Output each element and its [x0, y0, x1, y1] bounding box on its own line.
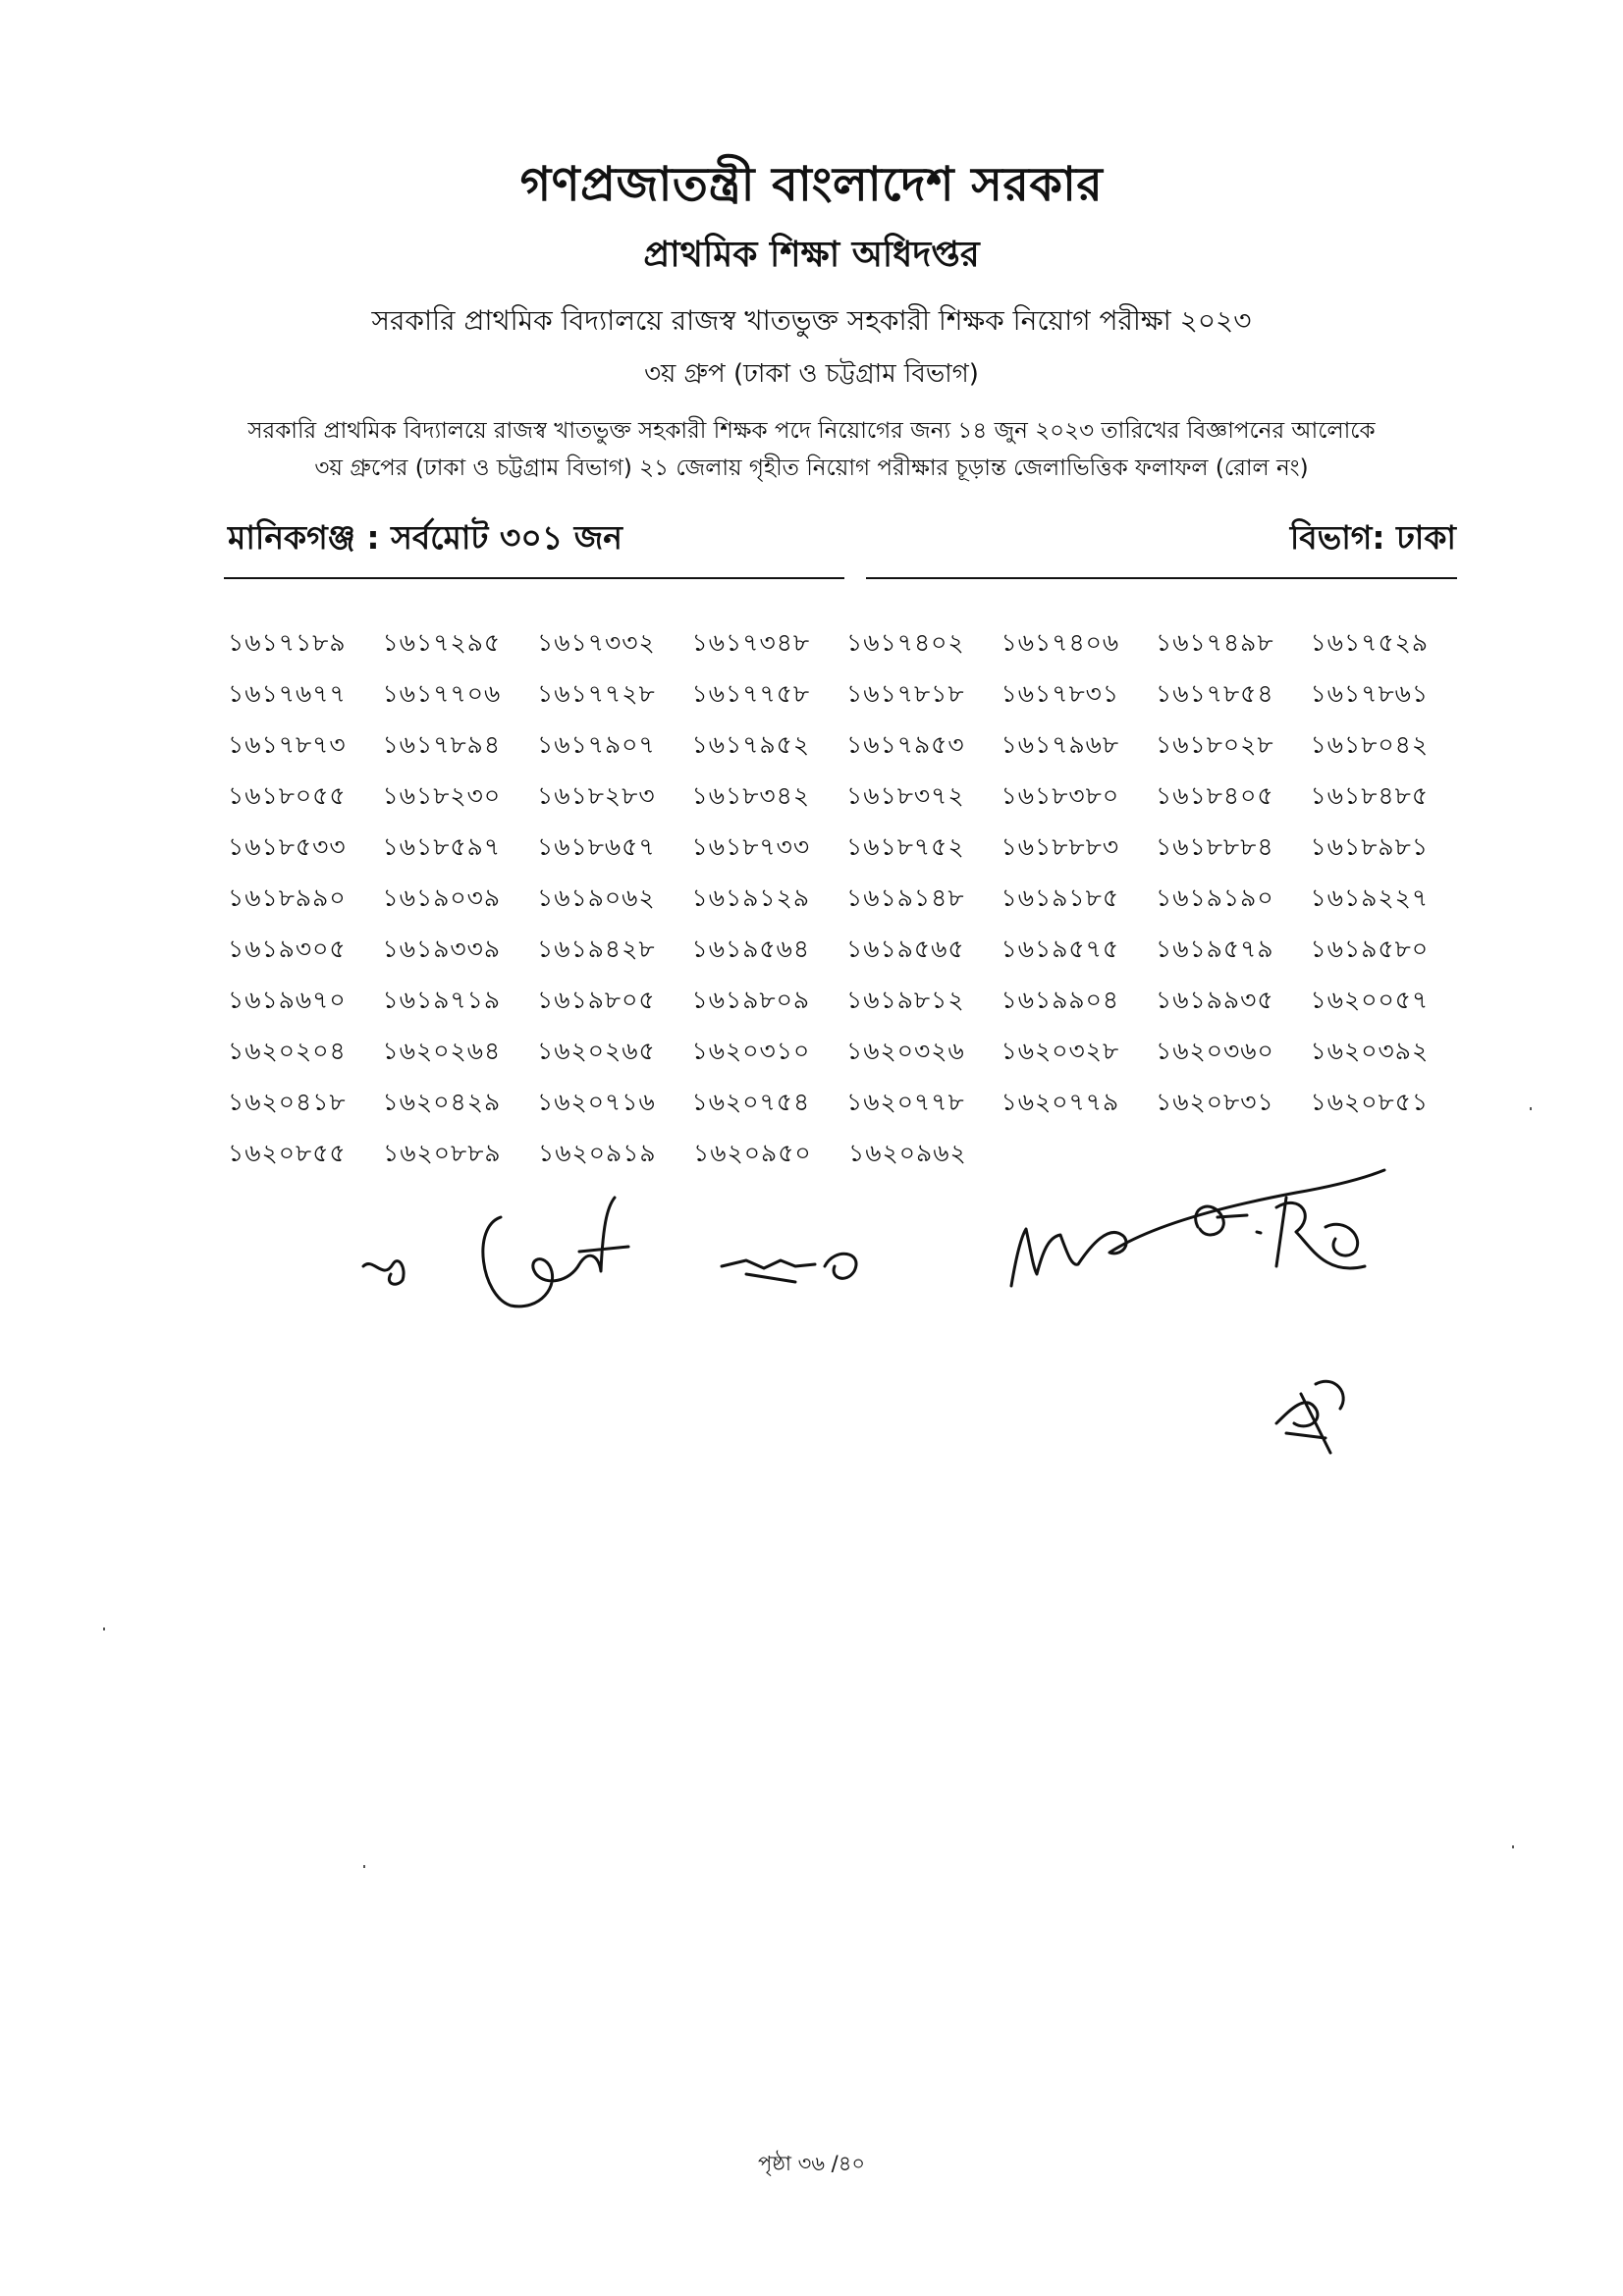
roll-number: ১৬১৭৭২৮ [537, 678, 656, 708]
scan-speck [1512, 1845, 1514, 1848]
roll-number: ১৬১৭৮১৮ [846, 678, 965, 708]
directorate-title: প্রাথমিক শিক্ষা অধিদপ্তর [643, 235, 980, 275]
roll-number: ১৬১৯৫৬৪ [691, 934, 811, 963]
roll-number: ১৬১৭৮৬১ [1310, 678, 1430, 708]
roll-number: ১৬১৭৩৪৮ [691, 627, 811, 657]
roll-number: ১৬১৮০৫৫ [228, 780, 347, 810]
roll-number: ১৬১৯৫৮০ [1310, 934, 1430, 963]
signature-mark [1196, 1206, 1261, 1235]
roll-number: ১৬২০৭৭৯ [1001, 1087, 1120, 1116]
roll-number: ১৬১৯১৯০ [1156, 882, 1274, 912]
group-title: ৩য় গ্রুপ (ঢাকা ও চট্টগ্রাম বিভাগ) [644, 359, 979, 389]
roll-row [228, 1027, 1465, 1078]
roll-number: ১৬১৭৭০৬ [382, 678, 502, 708]
roll-number: ১৬১৮৭৫২ [846, 831, 965, 861]
signatures-block [334, 1158, 1502, 1482]
roll-number: ১৬১৯০৩৯ [382, 882, 502, 912]
roll-number: ১৬২০৮৫৫ [228, 1138, 347, 1167]
signature-mark [722, 1254, 856, 1282]
roll-number: ১৬১৯১৪৮ [846, 882, 965, 912]
district-heading: মানিকগঞ্জ : সর্বমোট ৩০১ জন [228, 518, 622, 557]
scan-speck [363, 1865, 365, 1868]
roll-number: ১৬১৯৭১৯ [382, 985, 502, 1014]
roll-number: ১৬১৮৮৮৩ [1001, 831, 1120, 861]
roll-number: ১৬১৮২৩০ [382, 780, 502, 810]
page-number: পৃষ্ঠা ৩৬ /৪০ [757, 2152, 866, 2175]
roll-number: ১৬১৮৫৩৩ [228, 831, 347, 861]
roll-number-grid [228, 618, 1465, 1180]
roll-number: ১৬২০৭১৬ [537, 1087, 656, 1116]
roll-number: ১৬১৯৩৩৯ [382, 934, 502, 963]
roll-number: ১৬১৭৭৫৮ [691, 678, 811, 708]
roll-number: ১৬২০৯৬২ [848, 1138, 967, 1167]
roll-number: ১৬২০৮৮৯ [383, 1138, 502, 1167]
roll-number: ১৬২০০৫৭ [1310, 985, 1430, 1014]
roll-row [228, 772, 1465, 823]
roll-number: ১৬১৯৮০৫ [537, 985, 656, 1014]
roll-number: ১৬১৮৪০৫ [1156, 780, 1274, 810]
roll-number: ১৬১৯৫৭৫ [1001, 934, 1120, 963]
roll-number: ১৬১৭২৯৫ [382, 627, 502, 657]
roll-row [228, 976, 1465, 1027]
roll-number: ১৬১৯১২৯ [691, 882, 811, 912]
roll-row [228, 874, 1465, 925]
roll-number: ১৬১৭৮৫৪ [1156, 678, 1274, 708]
roll-number: ১৬১৭৯৬৮ [1001, 729, 1120, 759]
roll-number: ১৬১৭১৮৯ [228, 627, 347, 657]
roll-number: ১৬১৭৯০৭ [537, 729, 656, 759]
roll-number: ১৬১৮৩৮০ [1001, 780, 1120, 810]
roll-number: ১৬২০২৬৫ [537, 1036, 656, 1065]
signature-mark [1276, 1381, 1343, 1453]
roll-number: ১৬১৯৫৭৯ [1156, 934, 1274, 963]
roll-number: ১৬১৯৩০৫ [228, 934, 347, 963]
roll-row [228, 669, 1465, 721]
government-title: গণপ্রজাতন্ত্রী বাংলাদেশ সরকার [519, 157, 1104, 212]
roll-number: ১৬১৯৯০৪ [1001, 985, 1120, 1014]
signature-mark [483, 1198, 628, 1307]
roll-number: ১৬১৮৭৩৩ [691, 831, 811, 861]
roll-number: ১৬১৭৩৩২ [537, 627, 656, 657]
roll-row [228, 1078, 1465, 1129]
roll-number: ১৬১৮৯৮১ [1310, 831, 1430, 861]
roll-number: ১৬১৭৪৯৮ [1156, 627, 1274, 657]
roll-number: ১৬২০৩৬০ [1156, 1036, 1274, 1065]
roll-number: ১৬১৭৮৭৩ [228, 729, 347, 759]
roll-number: ১৬২০৯১৯ [538, 1138, 657, 1167]
roll-row [228, 925, 1465, 976]
exam-title: সরকারি প্রাথমিক বিদ্যালয়ে রাজস্ব খাতভুক্ত সহকারী শিক্ষক নিয়োগ পরীক্ষা ২০২৩ [371, 304, 1252, 337]
roll-number: ১৬১৯৮০৯ [691, 985, 811, 1014]
roll-number: ১৬১৮০২৮ [1156, 729, 1274, 759]
roll-number: ১৬২০৭৭৮ [846, 1087, 965, 1116]
roll-row [228, 823, 1465, 874]
roll-number: ১৬১৮৩৭২ [846, 780, 965, 810]
roll-number: ১৬২০২৬৪ [382, 1036, 502, 1065]
roll-number: ১৬১৮২৮৩ [537, 780, 656, 810]
roll-number: ১৬১৭৮৯৪ [382, 729, 502, 759]
roll-number: ১৬১৯২২৭ [1310, 882, 1430, 912]
roll-number: ১৬২০৩৯২ [1310, 1036, 1430, 1065]
signature-mark [363, 1261, 404, 1285]
roll-number: ১৬১৯৪২৮ [537, 934, 656, 963]
roll-number: ১৬১৭৪০২ [846, 627, 965, 657]
roll-number: ১৬১৯৯৩৫ [1156, 985, 1274, 1014]
roll-number: ১৬১৯৮১২ [846, 985, 965, 1014]
scan-speck [103, 1628, 105, 1630]
roll-number: ১৬২০৪২৯ [382, 1087, 502, 1116]
roll-number: ১৬১৮৬৫৭ [537, 831, 656, 861]
roll-number: ১৬২০৩২৬ [846, 1036, 965, 1065]
notice-line: সরকারি প্রাথমিক বিদ্যালয়ে রাজস্ব খাতভুক্ত সহকারী শিক্ষক পদে নিয়োগের জন্য ১৪ জুন ২০২৩ তারিখের বিজ্ঞাপনের আলোকে [247, 418, 1376, 444]
roll-number: ১৬২০৪১৮ [228, 1087, 347, 1116]
roll-number: ১৬১৮৯৯০ [228, 882, 347, 912]
roll-number: ১৬২০৯৫০ [693, 1138, 812, 1167]
roll-number: ১৬১৯৫৬৫ [846, 934, 965, 963]
roll-number: ১৬১৯৬৭০ [228, 985, 347, 1014]
roll-number: ১৬১৯১৮৫ [1001, 882, 1120, 912]
divider-rule [866, 577, 1457, 579]
roll-number: ১৬১৭৯৫৩ [846, 729, 965, 759]
roll-number: ১৬১৭৪০৬ [1001, 627, 1120, 657]
roll-number: ১৬১৮৩৪২ [691, 780, 811, 810]
roll-number: ১৬২০৮৩১ [1156, 1087, 1274, 1116]
divider-rule [224, 577, 844, 579]
roll-number: ১৬১৮৫৯৭ [382, 831, 502, 861]
roll-number: ১৬২০৩২৮ [1001, 1036, 1120, 1065]
notice-line: ৩য় গ্রুপের (ঢাকা ও চট্টগ্রাম বিভাগ) ২১ জেলায় গৃহীত নিয়োগ পরীক্ষার চূড়ান্ত জেলাভিত্তিক ফলাফল (রোল নং) [314, 455, 1309, 481]
roll-number: ১৬২০৮৫১ [1310, 1087, 1430, 1116]
roll-row [228, 721, 1465, 772]
roll-number: ১৬২০২০৪ [228, 1036, 347, 1065]
roll-number: ১৬২০৩১০ [691, 1036, 811, 1065]
roll-number: ১৬১৯০৬২ [537, 882, 656, 912]
scan-speck [1530, 1107, 1532, 1110]
roll-number: ১৬১৮৮৮৪ [1156, 831, 1274, 861]
roll-row [228, 618, 1465, 669]
signature-mark [1276, 1198, 1365, 1268]
roll-number: ১৬২০৭৫৪ [691, 1087, 811, 1116]
roll-number: ১৬১৭৮৩১ [1001, 678, 1120, 708]
division-heading: বিভাগ: ঢাকা [1289, 518, 1456, 557]
roll-number: ১৬১৭৯৫২ [691, 729, 811, 759]
roll-number: ১৬১৮৪৮৫ [1310, 780, 1430, 810]
roll-number: ১৬১৭৬৭৭ [228, 678, 347, 708]
roll-number: ১৬১৭৫২৯ [1310, 627, 1430, 657]
roll-number: ১৬১৮০৪২ [1310, 729, 1430, 759]
